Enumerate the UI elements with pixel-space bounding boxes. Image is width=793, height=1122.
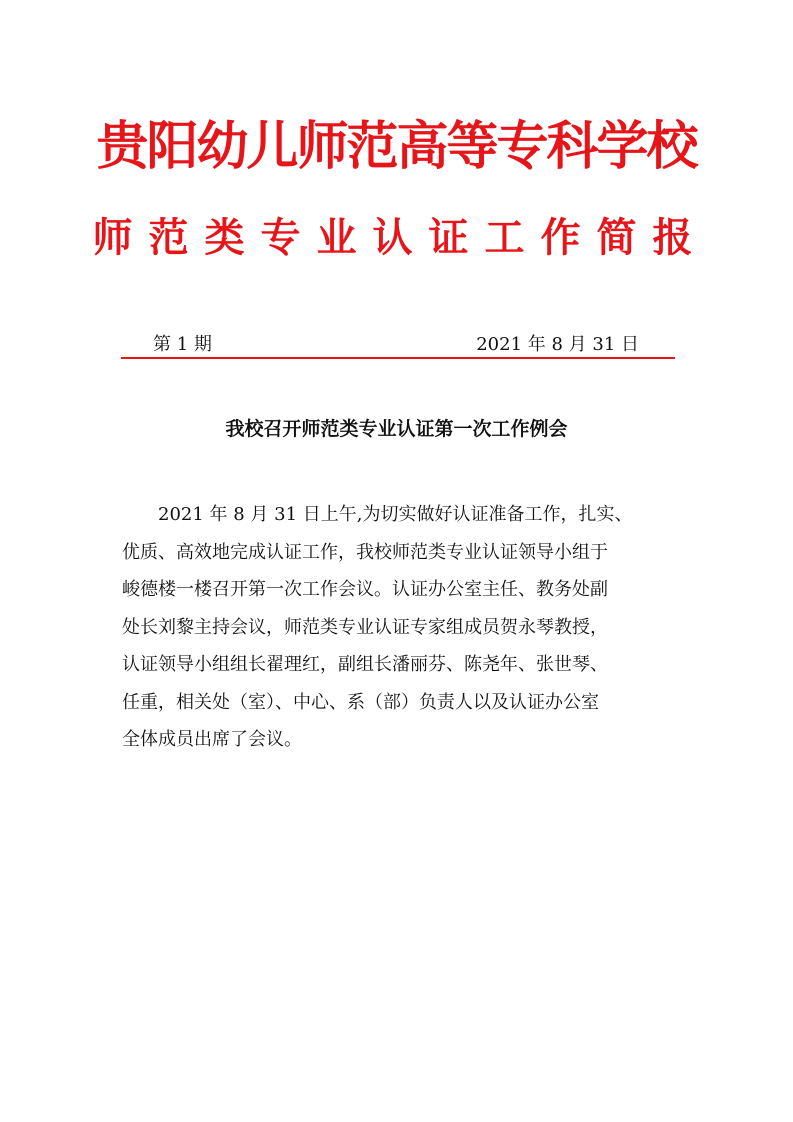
article-body-line: 任重，相关处（室）、中心、系（部）负责人以及认证办公室 — [122, 691, 599, 713]
bulletin-name-masthead: 师范类专业认证工作简报 — [92, 214, 709, 261]
red-divider-line — [121, 357, 675, 359]
article-body-line: 优质、高效地完成认证工作，我校师范类专业认证领导小组于 — [122, 541, 608, 563]
article-body-line: 处长刘黎主持会议，师范类专业认证专家组成员贺永琴教授， — [122, 616, 608, 638]
article-body — [122, 496, 682, 759]
issue-number: 第 1 期 — [153, 334, 212, 355]
article-body-line: 2021 年 8 月 31 日上午,为切实做好认证准备工作，扎实、 — [158, 504, 633, 525]
issue-date: 2021 年 8 月 31 日 — [476, 334, 639, 355]
school-name-masthead: 贵阳幼儿师范高等专科学校 — [96, 116, 697, 177]
article-body-line: 认证领导小组组长翟理红，副组长潘丽芬、陈尧年、张世琴、 — [122, 654, 608, 675]
article-body-line: 全体成员出席了会议。 — [122, 729, 302, 750]
article-title: 我校召开师范类专业认证第一次工作例会 — [225, 418, 568, 440]
issue-info-row — [121, 331, 675, 359]
article-body-line: 峻德楼一楼召开第一次工作会议。认证办公室主任、教务处副 — [122, 579, 608, 600]
